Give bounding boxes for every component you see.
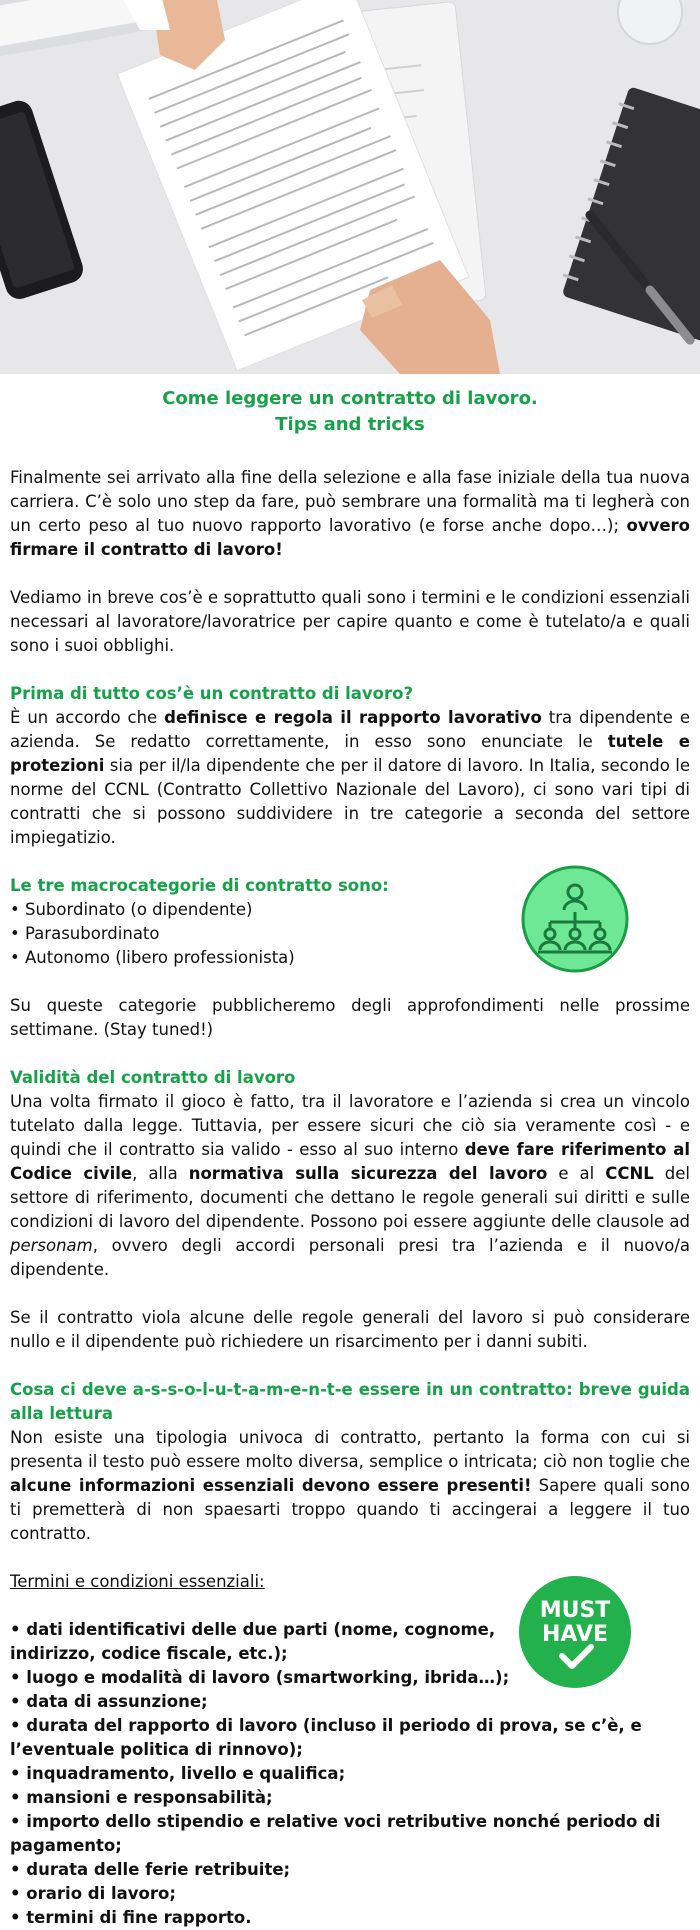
categories-note: Su queste categorie pubblicheremo degli approfondimenti nelle prossime settimane. (Stay tuned!) [10, 996, 690, 1039]
bold-span: deve fare riferimento al Codice civile [10, 1140, 691, 1183]
definition-paragraph [10, 706, 690, 850]
list-item: • importo dello stipendio e relative voci retributive nonché periodo di pagamento; [10, 1812, 661, 1855]
bold-span: CCNL [605, 1164, 654, 1183]
bold-span: alcune informazioni essenziali devono essere presenti! [10, 1476, 532, 1495]
bold-span: tutele e protezioni [10, 732, 690, 775]
intro-bold: ovvero firmare il contratto di lavoro! [10, 516, 690, 559]
section-heading-definition: Prima di tutto cos’è un contratto di lavoro? [10, 684, 414, 703]
bold-span: normativa sulla sicurezza del lavoro [188, 1164, 548, 1183]
list-item: • luogo e modalità di lavoro (smartworking, ibrida…); [10, 1668, 510, 1687]
text-span: sia per il/la dipendente che per il datore di lavoro. In Italia, secondo le norme del CCNL (Contratto Collettivo Nazionale del Lavoro), ci sono vari tipi di contratti che si possono suddividere in tre categorie a seconda del settore impiegatizio. [10, 756, 690, 847]
text-span: , ovvero degli accordi personali presi tra l’azienda e il nuovo/a dipendente. [10, 1236, 690, 1279]
section-heading-validity: Validità del contratto di lavoro [10, 1068, 296, 1087]
list-item: • durata delle ferie retribuite; [10, 1860, 291, 1879]
text-span: Sapere quali sono ti premetterà di non spaesarti troppo quando ti accingerai a leggere il tuo contratto. [10, 1476, 690, 1543]
section-heading-categories: Le tre macrocategorie di contratto sono: [10, 876, 389, 895]
list-item: • Autonomo (libero professionista) [10, 948, 295, 967]
text-span: tra dipendente e azienda. Se redatto correttamente, in esso sono enunciate le [10, 708, 690, 751]
hero-image [0, 0, 700, 374]
list-item: • orario di lavoro; [10, 1884, 176, 1903]
hierarchy-icon [520, 864, 630, 974]
section-heading-guide: Cosa ci deve a-s-s-o-l-u-t-a-m-e-n-t-e essere in un contratto: breve guida alla lettura [10, 1380, 690, 1423]
badge-line1: MUST [539, 1598, 611, 1623]
bold-span: definisce e regola il rapporto lavorativo [164, 708, 542, 727]
text-span: Non esiste una tipologia univoca di contratto, pertanto la forma con cui si presenta il testo può essere molto diversa, semplice o intricata; ciò non toglie che [10, 1428, 690, 1471]
list-item: • Parasubordinato [10, 924, 160, 943]
section-heading-essentials: Termini e condizioni essenziali: [10, 1572, 265, 1591]
text-span: , alla [132, 1164, 189, 1183]
page-title [10, 386, 690, 438]
list-item: indirizzo, codice fiscale, etc.); [10, 1644, 288, 1663]
text-span: Una volta firmato il gioco è fatto, tra il lavoratore e l’azienda si crea un vincolo tutelato dalla legge. Tuttavia, per essere sicuri che ciò sia veramente così - e quindi che il contratto sia valido - esso al suo interno [10, 1092, 690, 1159]
essentials-block [10, 1570, 690, 1930]
intro-paragraph-2: Vediamo in breve cos’è e soprattutto quali sono i termini e le condizioni essenziali necessari al lavoratore/lavoratrice per capire quanto e come è tutelato/a e quali sono i suoi obblighi. [10, 588, 690, 655]
categories-block [10, 874, 690, 970]
page-title-line1: Come leggere un contratto di lavoro. [162, 388, 538, 409]
intro-text: Finalmente sei arrivato alla fine della selezione e alla fase iniziale della tua nuova carriera. C’è solo uno step da fare, può sembrare una formalità ma ti legherà con un certo peso al tuo nuovo rapporto lavorativo (e forse anche dopo…); [10, 468, 690, 535]
text-span: del settore di riferimento, documenti che dettano le regole generali sui diritti e sulle condizioni di lavoro del dipendente. Possono poi essere aggiunte delle clausole ad [10, 1164, 690, 1231]
italic-span: personam [10, 1236, 93, 1255]
badge-line2: HAVE [542, 1622, 608, 1647]
guide-paragraph [10, 1426, 690, 1546]
must-have-badge [515, 1572, 635, 1692]
list-item: • inquadramento, livello e qualifica; [10, 1764, 346, 1783]
contract-handover-illustration [0, 0, 700, 374]
validity-paragraph [10, 1090, 690, 1282]
list-item: • termini di fine rapporto. [10, 1908, 252, 1927]
intro-paragraph-1 [10, 466, 690, 562]
text-span: e al [547, 1164, 606, 1183]
page-title-line2: Tips and tricks [275, 414, 425, 435]
list-item: • mansioni e responsabilità; [10, 1788, 273, 1807]
list-item: • Subordinato (o dipendente) [10, 900, 253, 919]
validity-paragraph-2: Se il contratto viola alcune delle regole generali del lavoro si può considerare nullo e il dipendente può richiedere un risarcimento per i danni subiti. [10, 1308, 690, 1351]
text-span: È un accordo che [10, 708, 165, 727]
list-item: • data di assunzione; [10, 1692, 208, 1711]
list-item: • durata del rapporto di lavoro (incluso il periodo di prova, se c’è, e l’eventuale politica di rinnovo); [10, 1716, 642, 1759]
list-item: • dati identificativi delle due parti (nome, cognome, [10, 1620, 496, 1639]
